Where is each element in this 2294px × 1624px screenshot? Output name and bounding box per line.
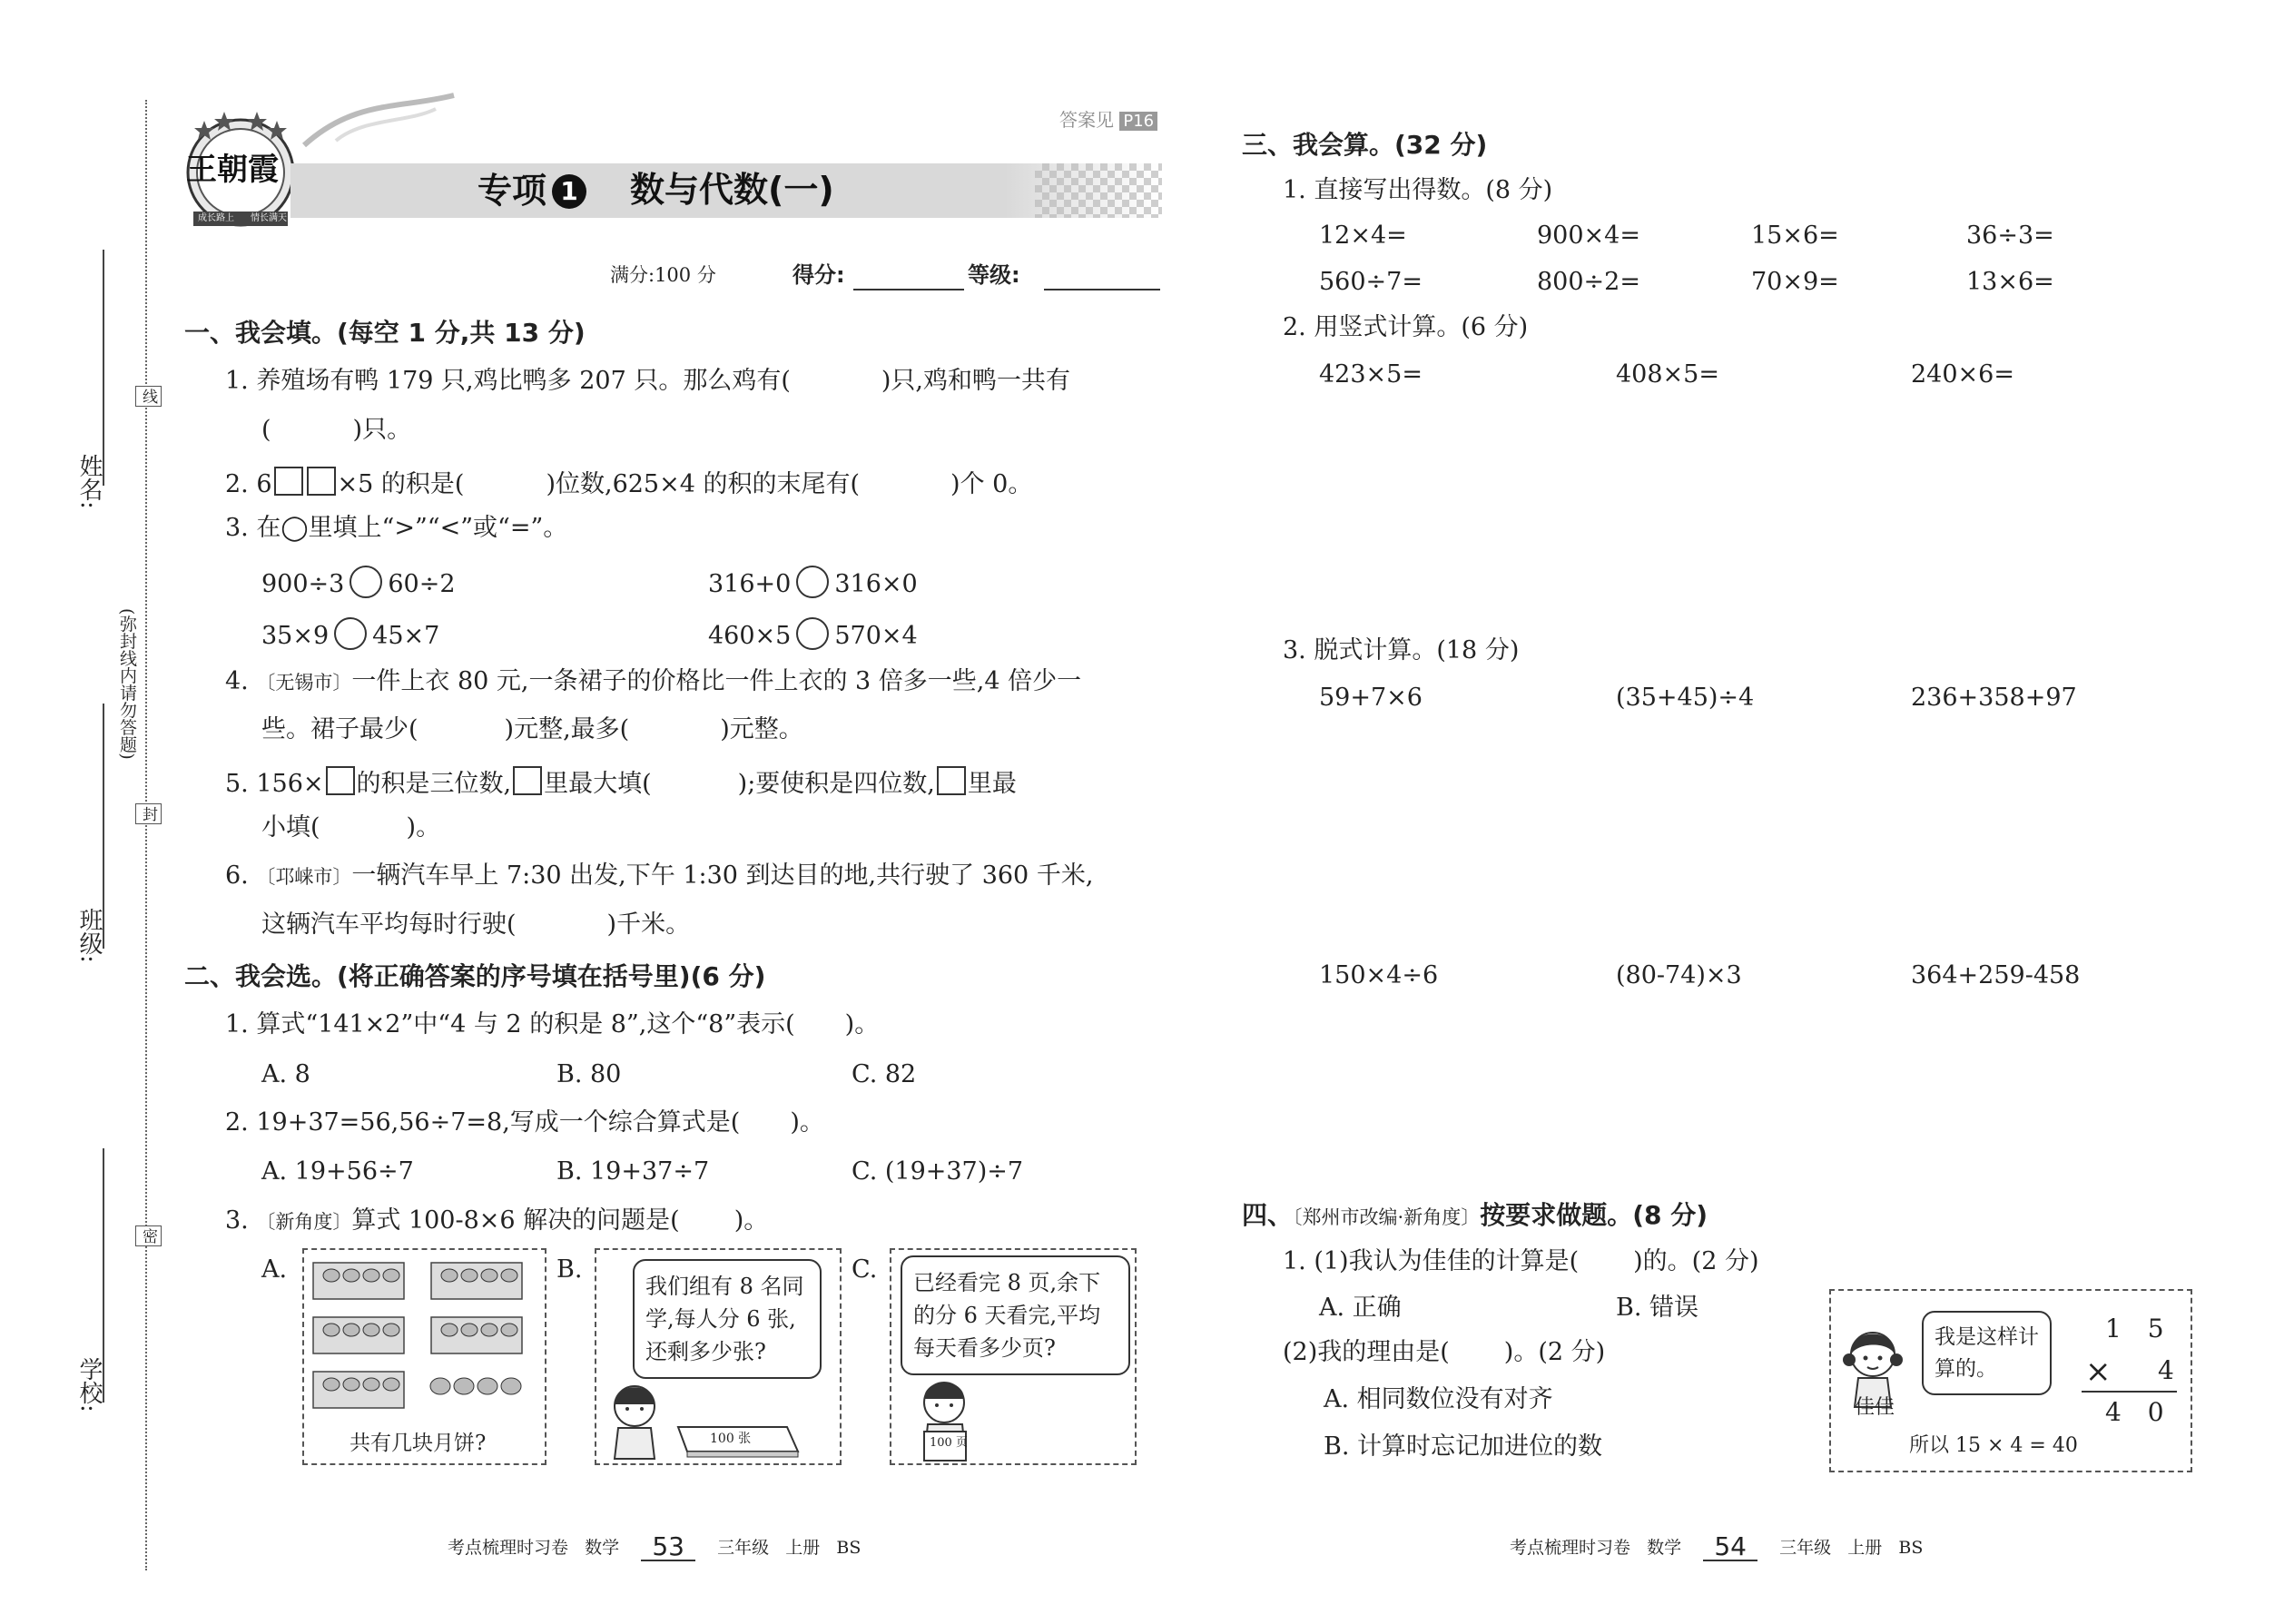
s1-q3-r2-left [261,617,439,650]
footer-edition: BS [1898,1538,1924,1558]
title-prefix: 专项 [478,171,547,211]
page-number-text: 54 [1714,1531,1747,1561]
s2-q1-option-a[interactable]: A. 8 [261,1060,310,1088]
s1-q5-text-a: 5. 156× [225,770,324,798]
s1-q5-box-3[interactable] [937,766,966,795]
s1-q3: 3. 在◯里填上“>”“<”或“=”。 [225,514,568,542]
s2-q3-num: 3. [225,1206,249,1235]
s3-p2-item: 240×6= [1911,360,2014,389]
class-label: 班级: [75,908,103,963]
calc-top: 1 5 [2105,1314,2173,1343]
s3-p1-item: 36÷3= [1966,221,2054,250]
calc-conclusion: 所以 15 × 4 = 40 [1909,1434,2078,1457]
s4-q1-option-a[interactable]: A. 正确 [1319,1294,1402,1322]
s1-q2-text-c: )位数,625×4 的积的末尾有( [546,470,861,498]
s1-q3-expr: 900÷3 [261,570,345,598]
s3-p1-item: 560÷7= [1319,268,1423,296]
s3-p1-item: 13×6= [1966,268,2054,296]
s1-q5-line2 [261,815,440,840]
brand-motto-left: 成长路上 [198,213,234,223]
s1-q6-text-a: 这辆汽车平均每时行驶( [261,910,517,939]
grade-field[interactable] [1044,289,1160,290]
s1-q2-text-b: ×5 的积是( [337,470,465,498]
s2-q3-option-a-caption: 共有几块月饼? [350,1432,487,1455]
s1-q4-line1 [225,669,1081,694]
s3-p1-heading: 1. 直接写出得数。(8 分) [1283,176,1553,204]
s2-q1-text: 1. 算式“141×2”中“4 与 2 的积是 8”,这个“8”表示( [225,1010,795,1038]
s4-heading-tag: 〔郑州市改编·新角度〕 [1293,1206,1481,1228]
s1-q4-text-a: 些。裙子最少( [261,715,418,743]
section2-heading: 二、我会选。(将正确答案的序号填在括号里)(6 分) [184,961,766,991]
s1-q6-tag: 〔邛崃市〕 [256,866,352,888]
s2-q1-end: )。 [844,1010,880,1038]
s1-q4-text-c: )元整。 [720,715,803,743]
s1-q6-num: 6. [225,861,249,890]
page-number-text: 53 [652,1531,684,1561]
calc-rule [2082,1391,2177,1393]
s1-q6-line2 [261,912,690,937]
s1-q2-box-1[interactable] [274,467,303,496]
s2-q1-option-c[interactable]: C. 82 [852,1060,917,1088]
title-number-badge [552,174,586,209]
s1-q4-num: 4. [225,667,249,695]
s1-q3-expr: 570×4 [834,622,918,650]
s1-q4-line2 [261,717,803,742]
s2-q3-option-a-figure[interactable] [302,1248,546,1465]
s2-q3 [225,1208,768,1233]
s4-q2-text-a: (2)我的理由是( [1283,1338,1450,1366]
binding-mark-line: 线 [135,386,162,407]
s4-q2-text-b: )。(2 分) [1503,1338,1606,1366]
sealing-note: (弥封线内请勿答题) [117,608,137,760]
s3-p3-item: 150×4÷6 [1319,961,1439,989]
s2-q3-tag: 〔新角度〕 [256,1211,352,1233]
s4-q1 [1283,1249,1759,1274]
s3-p2-item: 423×5= [1319,360,1423,389]
s2-q3-option-c-figure[interactable] [890,1248,1137,1465]
s4-heading-b: 按要求做题。(8 分) [1480,1200,1708,1230]
s3-p3-item: 364+259-458 [1911,961,2081,989]
s1-q5-line1 [225,766,1017,796]
s1-q2 [225,467,1032,497]
calc-result: 4 0 [2105,1397,2173,1427]
s1-q2-box-2[interactable] [307,467,336,496]
s2-q3-option-b-bubble: 我们组有 8 名同学,每人分 6 张,还剩多少张? [633,1259,822,1379]
s1-q6-text: 一辆汽车早上 7:30 出发,下午 1:30 到达目的地,共行驶了 360 千米, [351,861,1094,890]
s1-q3-expr: 316+0 [708,570,792,598]
s4-q1-text-b: )的。(2 分) [1633,1247,1759,1275]
s1-q4-tag: 〔无锡市〕 [256,672,352,694]
jiajia-bubble: 我是这样计算的。 [1922,1311,2052,1395]
page-title: 数与代数(一) [630,170,834,210]
jiajia-name: 佳佳 [1855,1396,1895,1419]
s3-p3-item: 59+7×6 [1319,684,1423,712]
s2-q3-text: 算式 100-8×6 解决的问题是( [351,1206,680,1235]
footer-subject: 数学 [585,1538,620,1558]
s1-q4-text: 一件上衣 80 元,一条裙子的价格比一件上衣的 3 倍多一些,4 倍少一 [351,667,1082,695]
footer-series: 考点梳理时习卷 [448,1538,569,1558]
s4-q2-option-a[interactable]: A. 相同数位没有对齐 [1324,1385,1553,1413]
s1-q5-text-d: );要使积是四位数, [737,770,935,798]
footer-left [448,1531,861,1561]
binding-mark-secret: 密 [135,1225,162,1246]
s2-q3-option-c[interactable]: C. [852,1255,878,1284]
s1-q3-r1-right [708,566,918,598]
s1-q1-line1 [225,369,1070,393]
s1-q3-circle[interactable] [796,617,829,650]
s2-q3-option-b-figure[interactable] [595,1248,842,1465]
title-number: 1 [560,176,578,206]
grade-label: 等级: [968,262,1020,288]
s2-q3-option-b-stack-label: 100 张 [710,1432,752,1446]
s2-q2 [225,1110,824,1135]
title-checker-pattern [1035,163,1162,218]
s4-q1-option-b[interactable]: B. 错误 [1616,1294,1699,1322]
s1-q2-text-a: 2. 6 [225,470,272,498]
s3-p2-item: 408×5= [1616,360,1719,389]
footer-right [1510,1531,1924,1561]
page-number-left [641,1531,695,1561]
s2-q2-text: 2. 19+37=56,56÷7=8,写成一个综合算式是( [225,1108,741,1137]
s4-q2-option-b[interactable]: B. 计算时忘记加进位的数 [1324,1432,1603,1461]
s3-p3-item: (80-74)×3 [1616,961,1742,989]
s1-q1-line2 [261,418,411,442]
s3-p3-item: (35+45)÷4 [1616,684,1755,712]
s1-q1-text-c: ( [261,416,271,444]
s2-q1-option-b[interactable]: B. 80 [556,1060,622,1088]
footer-series: 考点梳理时习卷 [1510,1538,1631,1558]
s1-q3-expr: 316×0 [834,570,918,598]
binding-mark-seal: 封 [135,803,162,824]
s1-q3-circle[interactable] [350,566,382,598]
s3-p1-item: 800÷2= [1537,268,1640,296]
calc-operator: × [2085,1353,2112,1390]
s3-p2-heading: 2. 用竖式计算。(6 分) [1283,313,1529,341]
calc-multiplier: 4 [2158,1355,2174,1385]
score-field[interactable] [853,289,964,290]
name-underline [103,250,104,486]
s2-q3-option-b[interactable]: B. [556,1255,583,1284]
s1-q3-expr: 460×5 [708,622,792,650]
girl-avatar-icon [1836,1318,1909,1409]
footer-subject: 数学 [1647,1538,1682,1558]
s2-q3-option-a[interactable]: A. [261,1255,288,1284]
footer-grade: 三年级 [717,1538,770,1558]
s1-q1-text-b: )只,鸡和鸭一共有 [881,367,1070,395]
mooncake-boxes-icon [304,1250,545,1422]
s3-p1-item: 12×4= [1319,221,1407,250]
s1-q2-text-d: )个 0。 [950,470,1033,498]
s1-q4-text-b: )元整,最多( [504,715,630,743]
brand-name: 王朝霞 [186,152,279,188]
s2-q2-option-a[interactable]: A. 19+56÷7 [261,1157,414,1186]
s4-heading-a: 四、 [1242,1200,1294,1230]
s2-q3-option-c-book-label: 100 页 [930,1436,968,1450]
page-number-right [1703,1531,1757,1561]
brand-motto-right: 情长满天 [251,213,287,223]
s4-q2 [1283,1340,1605,1364]
ribbon-decoration [300,91,463,167]
s1-q5-text-f: 小填( [261,813,320,842]
s2-q2-option-b[interactable]: B. 19+37÷7 [556,1157,710,1186]
score-label: 得分: [793,262,845,288]
s1-q3-expr: 35×9 [261,622,330,650]
answer-ref [1059,111,1157,130]
s1-q1-text-d: )只。 [352,416,412,444]
school-label: 学校: [75,1357,103,1412]
footer-volume: 上册 [1847,1538,1883,1558]
s1-q3-r1-left [261,566,456,598]
s2-q2-end: )。 [790,1108,824,1137]
s3-p1-item: 900×4= [1537,221,1640,250]
s1-q3-circle[interactable] [796,566,829,598]
s1-q5-box-1[interactable] [326,766,355,795]
s1-q3-expr: 45×7 [372,622,440,650]
s1-q5-text-e: 里最 [967,770,1017,798]
s1-q5-text-b: 的积是三位数, [356,770,512,798]
binding-dotted-line [145,100,147,1570]
section4-heading [1242,1200,1708,1230]
s1-q3-r2-right [708,617,918,650]
s1-q5-text-g: )。 [406,813,441,842]
s1-q1-text-a: 1. 养殖场有鸭 179 只,鸡比鸭多 207 只。那么鸡有( [225,367,791,395]
s1-q3-circle[interactable] [334,617,367,650]
full-score: 满分:100 分 [610,264,716,286]
s1-q3-expr: 60÷2 [388,570,456,598]
s2-q2-option-c[interactable]: C. (19+37)÷7 [852,1157,1024,1186]
section1-heading: 一、我会填。(每空 1 分,共 13 分) [184,318,586,348]
s1-q6-text-b: )千米。 [606,910,691,939]
answer-ref-text: 答案见 [1059,109,1114,131]
answer-ref-page: P16 [1119,112,1157,131]
footer-grade: 三年级 [1779,1538,1832,1558]
s1-q5-box-2[interactable] [513,766,542,795]
s3-p1-item: 15×6= [1751,221,1839,250]
girl-with-paper-stack-icon [596,1377,840,1463]
s3-p3-heading: 3. 脱式计算。(18 分) [1283,636,1520,664]
name-label: 姓名: [75,454,103,509]
s3-p1-item: 70×9= [1751,268,1839,296]
s1-q6-line1 [225,863,1093,888]
footer-edition: BS [836,1538,861,1558]
jiajia-calculation-box [1829,1289,2192,1472]
s4-q1-text-a: 1. (1)我认为佳佳的计算是( [1283,1247,1580,1275]
s1-q5-text-c: 里最大填( [544,770,652,798]
s2-q3-end: )。 [733,1206,769,1235]
boy-reading-book-icon [891,1368,1135,1463]
s2-q3-option-c-bubble: 已经看完 8 页,余下的分 6 天看完,平均每天看多少页? [901,1255,1130,1375]
section3-heading: 三、我会算。(32 分) [1242,130,1488,160]
s3-p3-item: 236+358+97 [1911,684,2077,712]
footer-volume: 上册 [785,1538,821,1558]
s2-q1 [225,1012,879,1037]
